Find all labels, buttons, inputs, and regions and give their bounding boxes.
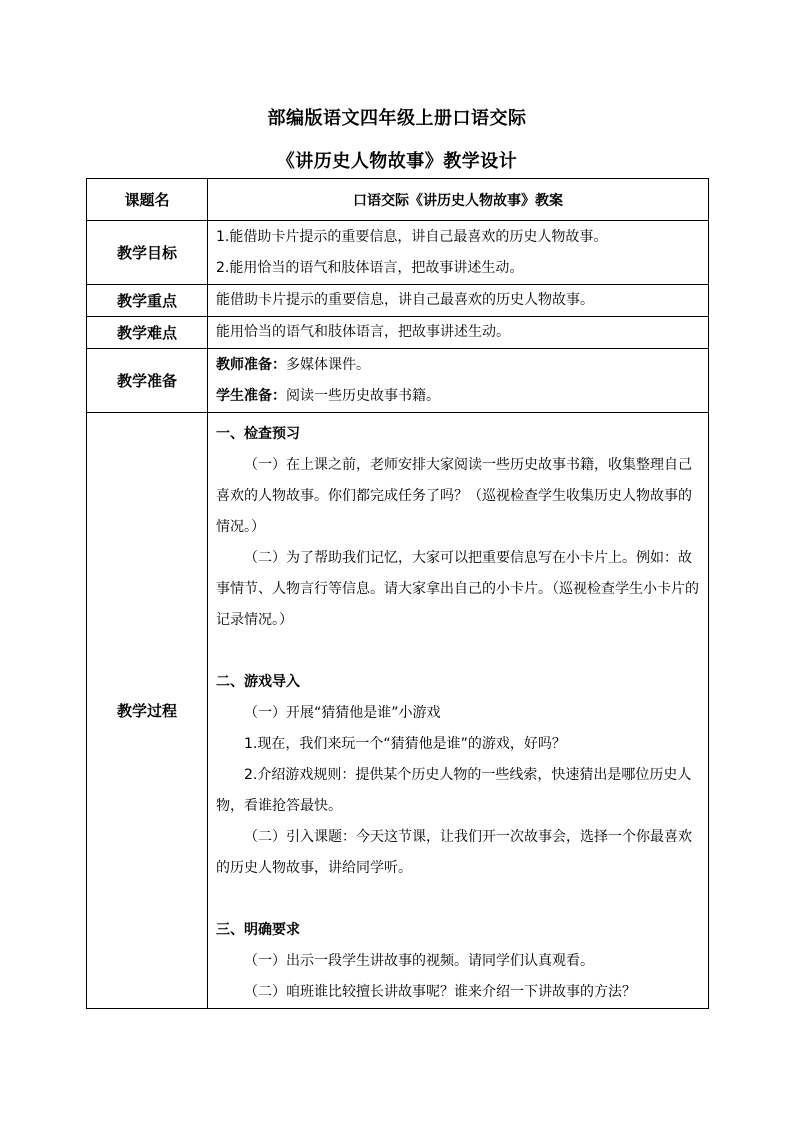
row-objective — [87, 221, 709, 285]
spacer — [216, 636, 700, 667]
label-objective: 教学目标 — [87, 221, 208, 285]
student-preparation-value: 阅读一些历史故事书籍。 — [286, 387, 440, 404]
section-1-para-2: （二）为了帮助我们记忆，大家可以把重要信息写在小卡片上。例如：故事情节、人物言行等信息。请大家拿出自己的小卡片。（巡视检查学生小卡片的记录情况。） — [216, 550, 699, 628]
value-topic: 口语交际《讲历史人物故事》教案 — [208, 179, 709, 221]
row-preparation — [87, 349, 709, 413]
section-2-para-4: （二）引入课题：今天这节课，让我们开一次故事会，选择一个你最喜欢的历史人物故事，讲给同学听。 — [216, 829, 692, 876]
label-difficulty: 教学难点 — [87, 317, 208, 349]
section-2-para-2: 1.现在，我们来玩一个“猜猜他是谁”的游戏，好吗？ — [244, 736, 566, 752]
lesson-plan-table — [86, 178, 709, 1009]
row-topic — [87, 179, 709, 221]
row-difficulty — [87, 317, 709, 349]
objective-line-2: 2.能用恰当的语气和肢体语言，把故事讲述生动。 — [216, 259, 524, 276]
spacer — [216, 884, 700, 915]
value-objective — [208, 221, 709, 285]
objective-line-1: 1.能借助卡片提示的重要信息，讲自己最喜欢的历史人物故事。 — [216, 228, 608, 245]
student-preparation-label: 学生准备： — [216, 387, 286, 404]
value-key-point: 能借助卡片提示的重要信息，讲自己最喜欢的历史人物故事。 — [208, 285, 709, 317]
label-process: 教学过程 — [87, 413, 208, 1009]
teacher-preparation — [216, 350, 700, 381]
section-3-para-2: （二）咱班谁比较擅长讲故事呢？谁来介绍一下讲故事的方法？ — [244, 984, 636, 1000]
value-difficulty: 能用恰当的语气和肢体语言，把故事讲述生动。 — [208, 317, 709, 349]
row-key-point — [87, 285, 709, 317]
document-title: 部编版语文四年级上册口语交际 — [267, 108, 527, 129]
label-key-point: 教学重点 — [87, 285, 208, 317]
section-2-para-3: 2.介绍游戏规则：提供某个历史人物的一些线索，快速猜出是哪位历史人物，看谁抢答最快。 — [216, 767, 692, 814]
teacher-preparation-value: 多媒体课件。 — [286, 356, 370, 373]
value-preparation — [208, 349, 709, 413]
label-topic: 课题名 — [87, 179, 208, 221]
section-2-para-1: （一）开展“猜猜他是谁”小游戏 — [244, 705, 441, 721]
section-1-title: 一、检查预习 — [216, 426, 300, 442]
section-3-title: 三、明确要求 — [216, 922, 300, 938]
section-3-para-1: （一）出示一段学生讲故事的视频。请同学们认真观看。 — [244, 953, 594, 969]
student-preparation — [216, 381, 700, 412]
label-preparation: 教学准备 — [87, 349, 208, 413]
section-2-title: 二、游戏导入 — [216, 674, 300, 690]
teacher-preparation-label: 教师准备： — [216, 356, 286, 373]
value-process — [208, 413, 709, 1009]
document-subtitle: 《讲历史人物故事》教学设计 — [276, 151, 518, 172]
section-1-para-1: （一）在上课之前，老师安排大家阅读一些历史故事书籍，收集整理自己喜欢的人物故事。你们都完成任务了吗？（巡视检查学生收集历史人物故事的情况。） — [216, 457, 692, 535]
row-process — [87, 413, 709, 1009]
